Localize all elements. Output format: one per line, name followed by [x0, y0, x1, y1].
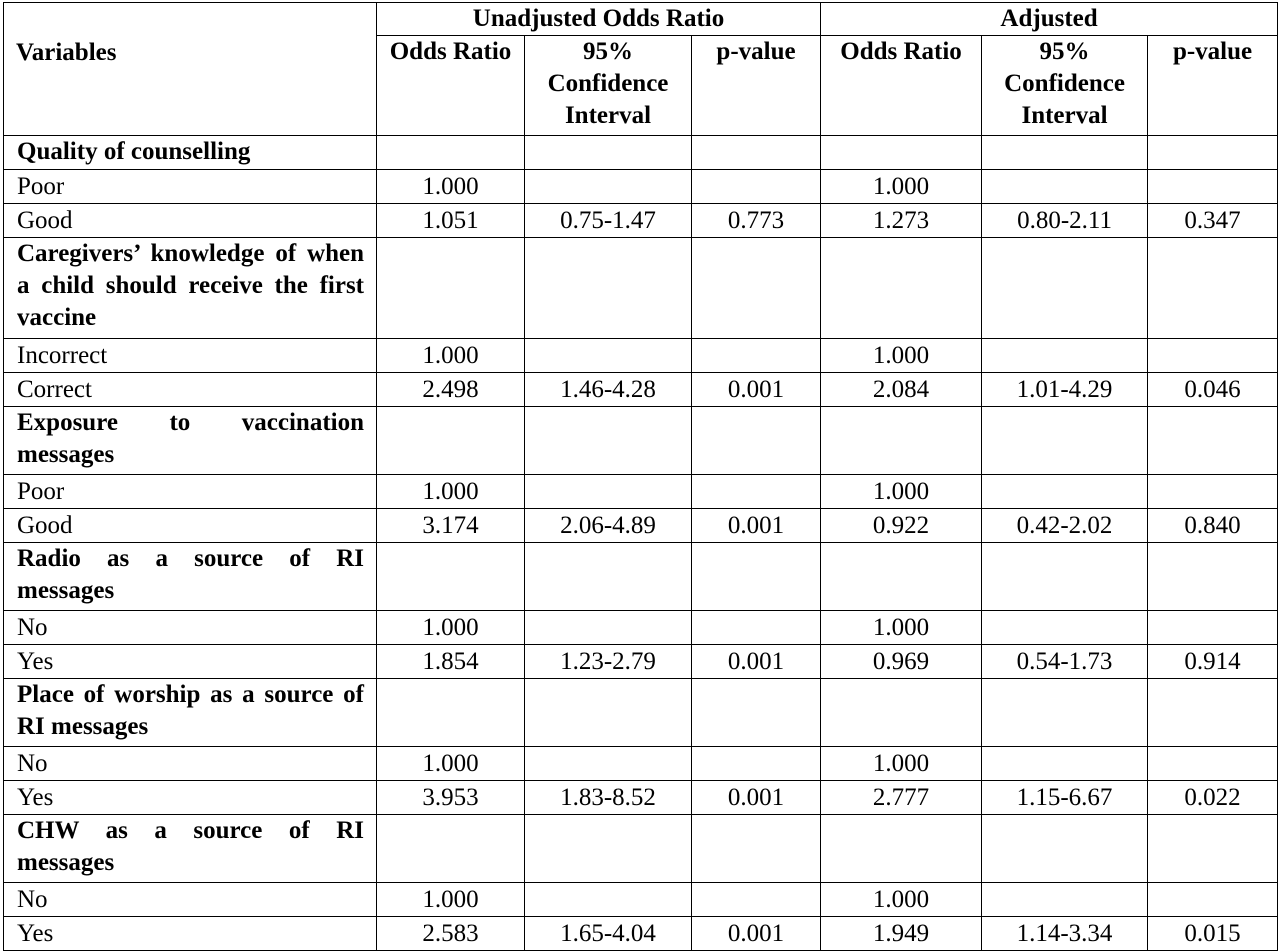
- empty-cell: [692, 543, 821, 611]
- category-label: Yes: [4, 645, 377, 679]
- category-label: Correct: [4, 373, 377, 407]
- unadjusted-ci-cell: 0.75-1.47: [525, 204, 692, 238]
- adjusted-ci-cell: [982, 339, 1148, 373]
- category-label: Good: [4, 509, 377, 543]
- group-row: [4, 815, 1278, 883]
- adjusted-ci-cell: [982, 170, 1148, 204]
- unadjusted-header: Unadjusted Odds Ratio: [377, 3, 821, 36]
- group-label: Quality of counselling: [4, 136, 377, 170]
- category-label: No: [4, 747, 377, 781]
- unadjusted-ci-cell: 2.06-4.89: [525, 509, 692, 543]
- unadjusted-p-value-cell: 0.001: [692, 917, 821, 951]
- unadjusted-odds-ratio-cell: 2.498: [377, 373, 525, 407]
- adjusted-odds-ratio-cell: 2.084: [821, 373, 982, 407]
- empty-cell: [377, 238, 525, 339]
- unadjusted-odds-ratio-cell: 2.583: [377, 917, 525, 951]
- table-row: [4, 339, 1278, 373]
- empty-cell: [982, 238, 1148, 339]
- adjusted-ci-cell: 1.14-3.34: [982, 917, 1148, 951]
- unadjusted-p-value-header: p-value: [692, 36, 821, 136]
- adjusted-p-value-cell: 0.022: [1148, 781, 1278, 815]
- table-row: [4, 781, 1278, 815]
- empty-cell: [525, 238, 692, 339]
- empty-cell: [525, 543, 692, 611]
- adjusted-ci-cell: 1.15-6.67: [982, 781, 1148, 815]
- odds-ratio-table: [3, 2, 1278, 951]
- empty-cell: [821, 815, 982, 883]
- empty-cell: [377, 407, 525, 475]
- empty-cell: [982, 679, 1148, 747]
- empty-cell: [1148, 136, 1278, 170]
- category-label: No: [4, 883, 377, 917]
- table-row: [4, 373, 1278, 407]
- empty-cell: [377, 543, 525, 611]
- category-label: Poor: [4, 170, 377, 204]
- group-label: Radio as a source of RI messages: [4, 543, 377, 611]
- unadjusted-p-value-cell: [692, 170, 821, 204]
- empty-cell: [821, 543, 982, 611]
- group-row: [4, 238, 1278, 339]
- unadjusted-ci-cell: 1.83-8.52: [525, 781, 692, 815]
- adjusted-p-value-cell: [1148, 339, 1278, 373]
- adjusted-p-value-cell: 0.347: [1148, 204, 1278, 238]
- adjusted-odds-ratio-header: Odds Ratio: [821, 36, 982, 136]
- empty-cell: [692, 679, 821, 747]
- unadjusted-ci-cell: 1.65-4.04: [525, 917, 692, 951]
- empty-cell: [1148, 543, 1278, 611]
- table-row: [4, 204, 1278, 238]
- empty-cell: [525, 815, 692, 883]
- unadjusted-ci-cell: 1.23-2.79: [525, 645, 692, 679]
- empty-cell: [692, 815, 821, 883]
- adjusted-ci-cell: 0.54-1.73: [982, 645, 1148, 679]
- adjusted-ci-cell: [982, 475, 1148, 509]
- unadjusted-odds-ratio-cell: 1.000: [377, 611, 525, 645]
- empty-cell: [1148, 238, 1278, 339]
- category-label: Yes: [4, 781, 377, 815]
- adjusted-p-value-cell: [1148, 611, 1278, 645]
- adjusted-odds-ratio-cell: 1.273: [821, 204, 982, 238]
- unadjusted-odds-ratio-cell: 1.000: [377, 339, 525, 373]
- adjusted-ci-header: 95% Confidence Interval: [982, 36, 1148, 136]
- adjusted-ci-cell: 0.42-2.02: [982, 509, 1148, 543]
- empty-cell: [982, 407, 1148, 475]
- adjusted-odds-ratio-cell: 0.922: [821, 509, 982, 543]
- empty-cell: [821, 407, 982, 475]
- unadjusted-odds-ratio-header: Odds Ratio: [377, 36, 525, 136]
- adjusted-odds-ratio-cell: 1.000: [821, 611, 982, 645]
- empty-cell: [1148, 815, 1278, 883]
- unadjusted-p-value-cell: [692, 611, 821, 645]
- unadjusted-p-value-cell: 0.001: [692, 645, 821, 679]
- category-label: Good: [4, 204, 377, 238]
- adjusted-p-value-cell: [1148, 747, 1278, 781]
- group-row: [4, 136, 1278, 170]
- empty-cell: [525, 136, 692, 170]
- variables-header: Variables: [4, 3, 377, 136]
- unadjusted-ci-cell: 1.46-4.28: [525, 373, 692, 407]
- unadjusted-odds-ratio-cell: 1.854: [377, 645, 525, 679]
- unadjusted-ci-cell: [525, 339, 692, 373]
- empty-cell: [692, 238, 821, 339]
- table-row: [4, 611, 1278, 645]
- unadjusted-ci-cell: [525, 170, 692, 204]
- group-row: [4, 679, 1278, 747]
- adjusted-p-value-header: p-value: [1148, 36, 1278, 136]
- group-label: Place of worship as a source of RI messages: [4, 679, 377, 747]
- adjusted-odds-ratio-cell: 1.000: [821, 883, 982, 917]
- table-row: [4, 747, 1278, 781]
- adjusted-odds-ratio-cell: 1.000: [821, 475, 982, 509]
- table-row: [4, 475, 1278, 509]
- empty-cell: [982, 815, 1148, 883]
- empty-cell: [525, 679, 692, 747]
- unadjusted-odds-ratio-cell: 3.174: [377, 509, 525, 543]
- unadjusted-odds-ratio-cell: 3.953: [377, 781, 525, 815]
- adjusted-p-value-cell: 0.914: [1148, 645, 1278, 679]
- unadjusted-p-value-cell: [692, 475, 821, 509]
- unadjusted-odds-ratio-cell: 1.051: [377, 204, 525, 238]
- adjusted-ci-cell: [982, 611, 1148, 645]
- unadjusted-p-value-cell: 0.001: [692, 509, 821, 543]
- adjusted-odds-ratio-cell: 2.777: [821, 781, 982, 815]
- empty-cell: [377, 136, 525, 170]
- adjusted-ci-cell: [982, 883, 1148, 917]
- empty-cell: [525, 407, 692, 475]
- group-label: Exposure to vaccination messages: [4, 407, 377, 475]
- unadjusted-odds-ratio-cell: 1.000: [377, 475, 525, 509]
- group-row: [4, 407, 1278, 475]
- empty-cell: [1148, 407, 1278, 475]
- table-row: [4, 645, 1278, 679]
- table-row: [4, 883, 1278, 917]
- adjusted-odds-ratio-cell: 1.949: [821, 917, 982, 951]
- empty-cell: [692, 407, 821, 475]
- empty-cell: [692, 136, 821, 170]
- adjusted-ci-cell: 0.80-2.11: [982, 204, 1148, 238]
- adjusted-p-value-cell: [1148, 170, 1278, 204]
- adjusted-odds-ratio-cell: 1.000: [821, 747, 982, 781]
- unadjusted-p-value-cell: [692, 339, 821, 373]
- empty-cell: [377, 679, 525, 747]
- unadjusted-ci-cell: [525, 611, 692, 645]
- adjusted-odds-ratio-cell: 0.969: [821, 645, 982, 679]
- unadjusted-odds-ratio-cell: 1.000: [377, 170, 525, 204]
- unadjusted-ci-cell: [525, 475, 692, 509]
- category-label: Incorrect: [4, 339, 377, 373]
- adjusted-p-value-cell: 0.015: [1148, 917, 1278, 951]
- unadjusted-p-value-cell: 0.773: [692, 204, 821, 238]
- unadjusted-odds-ratio-cell: 1.000: [377, 747, 525, 781]
- table-row: [4, 170, 1278, 204]
- adjusted-p-value-cell: 0.840: [1148, 509, 1278, 543]
- adjusted-p-value-cell: 0.046: [1148, 373, 1278, 407]
- group-label: CHW as a source of RI messages: [4, 815, 377, 883]
- unadjusted-p-value-cell: [692, 883, 821, 917]
- adjusted-ci-cell: [982, 747, 1148, 781]
- adjusted-p-value-cell: [1148, 883, 1278, 917]
- table-header: [4, 3, 1278, 136]
- empty-cell: [821, 136, 982, 170]
- group-row: [4, 543, 1278, 611]
- unadjusted-p-value-cell: [692, 747, 821, 781]
- empty-cell: [821, 679, 982, 747]
- category-label: Poor: [4, 475, 377, 509]
- empty-cell: [821, 238, 982, 339]
- adjusted-ci-cell: 1.01-4.29: [982, 373, 1148, 407]
- empty-cell: [1148, 679, 1278, 747]
- category-label: Yes: [4, 917, 377, 951]
- group-label: Caregivers’ knowledge of when a child should receive the first vaccine: [4, 238, 377, 339]
- table-row: [4, 509, 1278, 543]
- category-label: No: [4, 611, 377, 645]
- table-body: [4, 136, 1278, 951]
- unadjusted-ci-cell: [525, 747, 692, 781]
- empty-cell: [982, 543, 1148, 611]
- unadjusted-p-value-cell: 0.001: [692, 373, 821, 407]
- unadjusted-ci-header: 95% Confidence Interval: [525, 36, 692, 136]
- unadjusted-ci-cell: [525, 883, 692, 917]
- unadjusted-p-value-cell: 0.001: [692, 781, 821, 815]
- table-row: [4, 917, 1278, 951]
- adjusted-p-value-cell: [1148, 475, 1278, 509]
- unadjusted-odds-ratio-cell: 1.000: [377, 883, 525, 917]
- empty-cell: [377, 815, 525, 883]
- adjusted-header: Adjusted: [821, 3, 1278, 36]
- adjusted-odds-ratio-cell: 1.000: [821, 339, 982, 373]
- adjusted-odds-ratio-cell: 1.000: [821, 170, 982, 204]
- empty-cell: [982, 136, 1148, 170]
